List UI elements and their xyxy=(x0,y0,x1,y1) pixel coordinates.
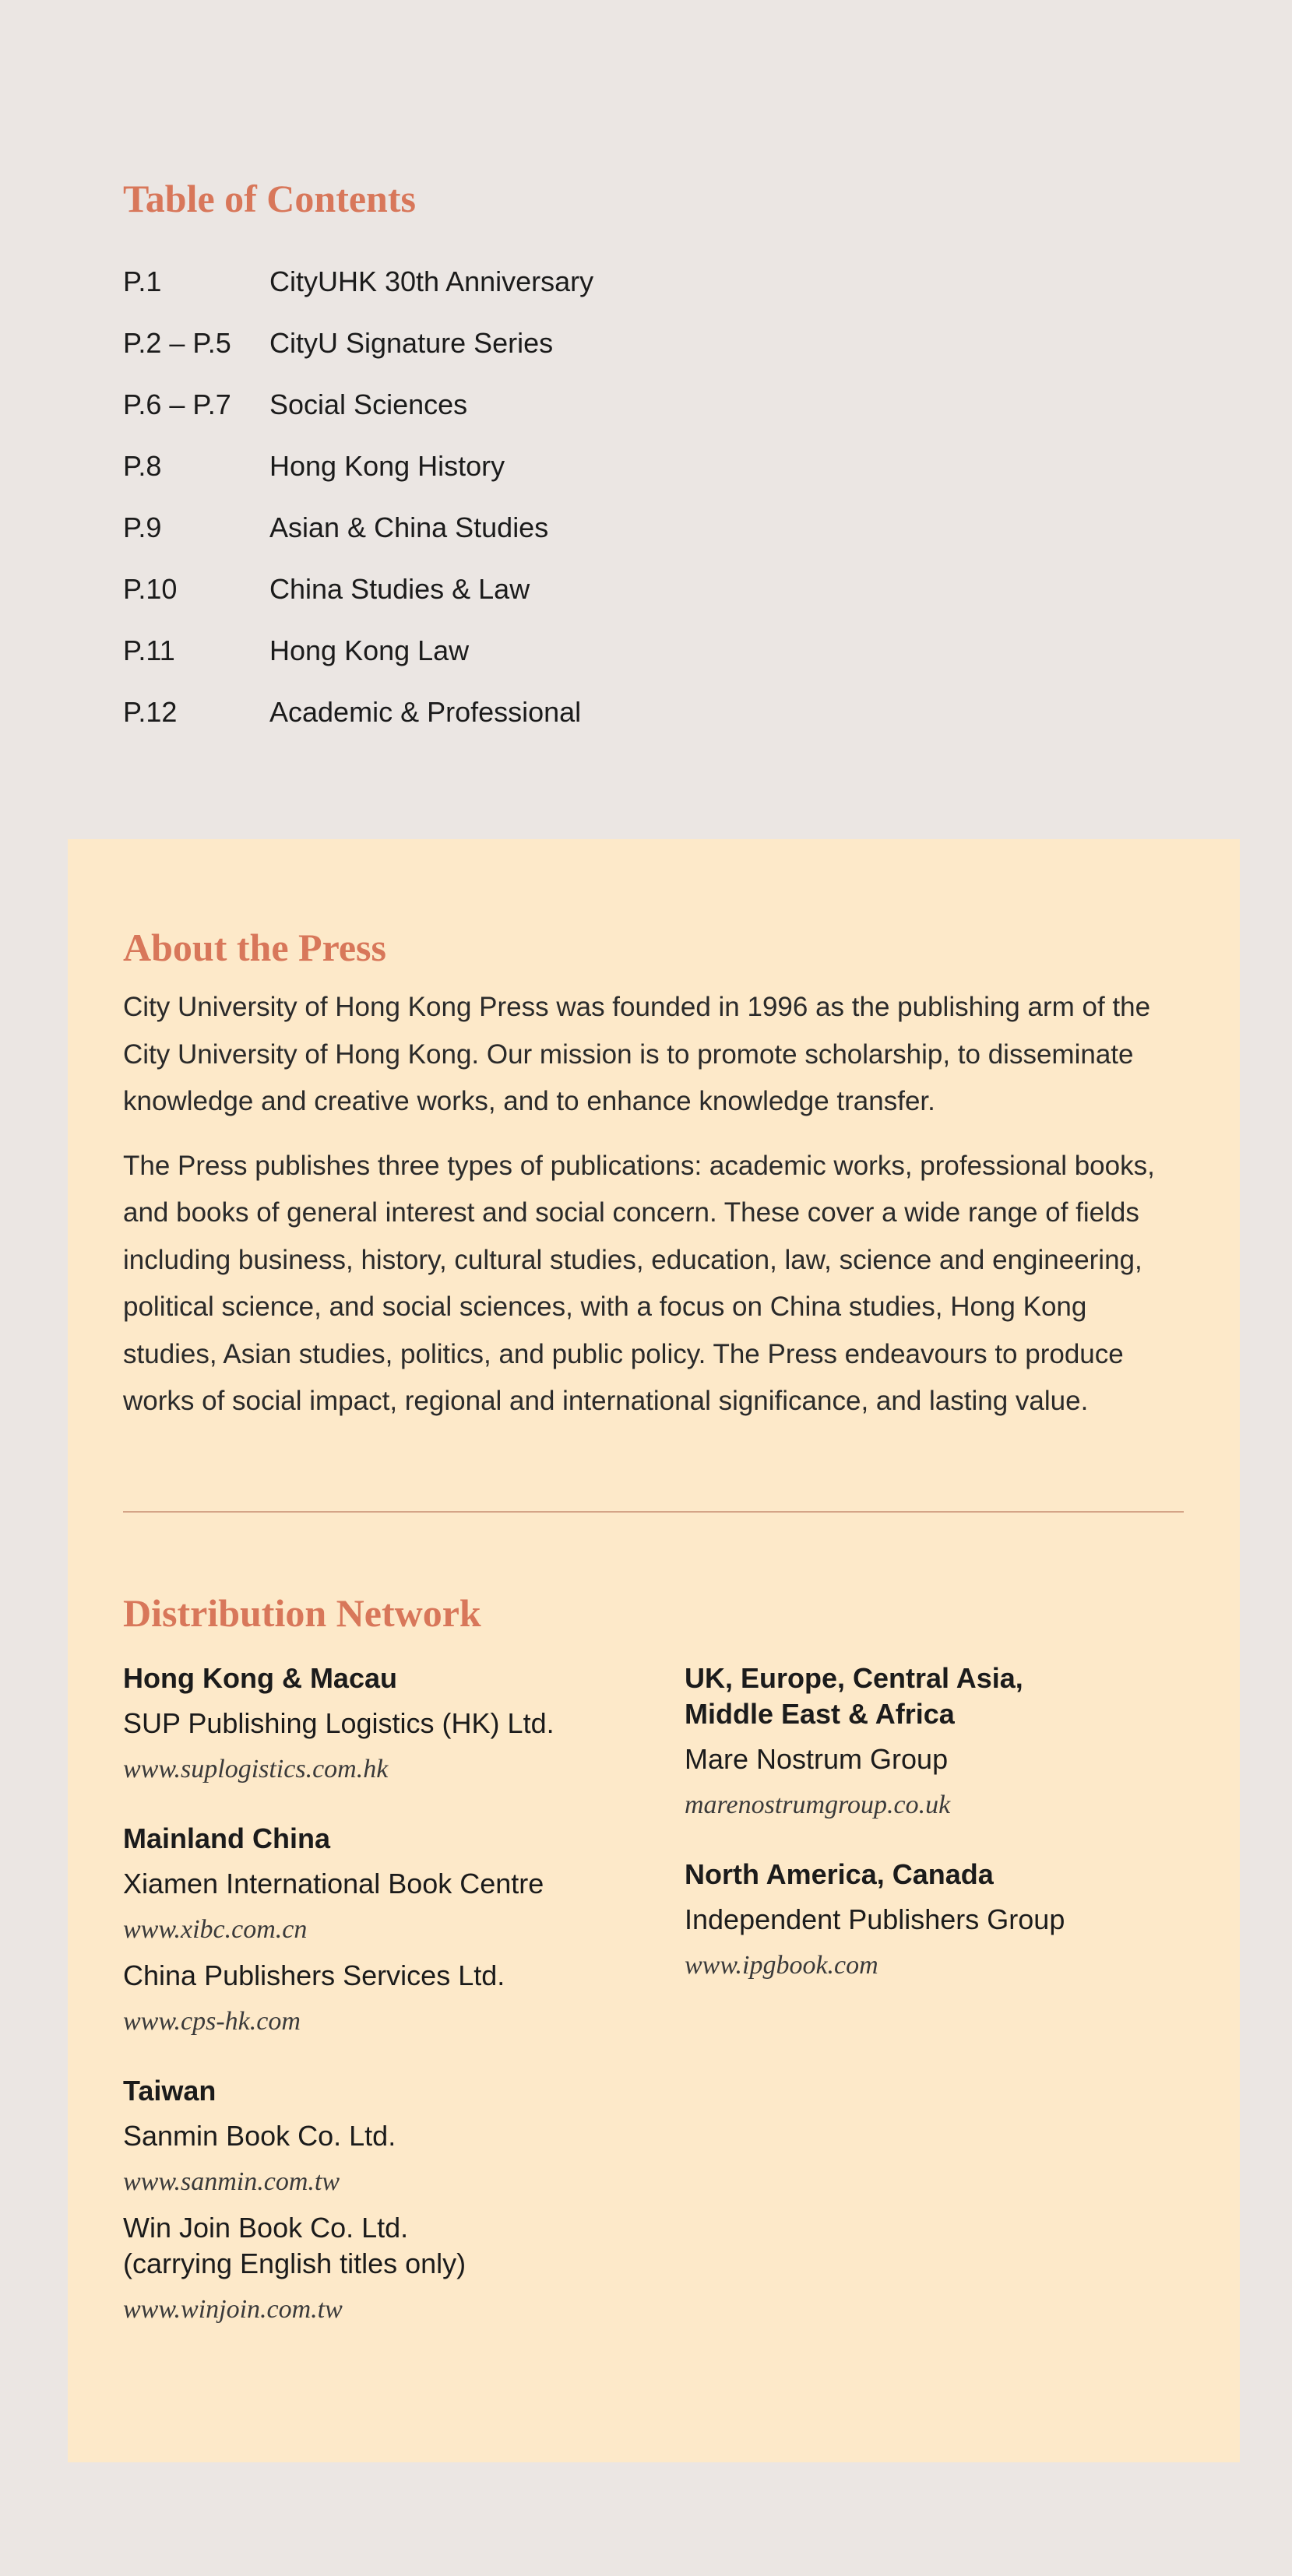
region-block xyxy=(685,1857,1222,1983)
table-of-contents xyxy=(123,176,1135,743)
info-panel xyxy=(68,839,1240,2462)
toc-item[interactable] xyxy=(123,620,1135,681)
toc-item[interactable] xyxy=(123,251,1135,312)
distributor-name: SUP Publishing Logistics (HK) Ltd. xyxy=(123,1707,554,1739)
toc-section-title: China Studies & Law xyxy=(269,573,530,605)
toc-page-number: P.6 – P.7 xyxy=(123,388,231,420)
distributor-name: Sanmin Book Co. Ltd. xyxy=(123,2120,396,2152)
distributor-link[interactable]: www.cps-hk.com xyxy=(123,2007,301,2036)
region-block xyxy=(123,2073,660,2327)
toc-item[interactable] xyxy=(123,558,1135,620)
toc-item[interactable] xyxy=(123,435,1135,497)
toc-section-title: Academic & Professional xyxy=(269,696,582,728)
distributor-link[interactable]: www.xibc.com.cn xyxy=(123,1915,308,1944)
toc-page-number: P.9 xyxy=(123,511,162,543)
toc-section-title: CityU Signature Series xyxy=(269,327,554,359)
toc-section-title: CityUHK 30th Anniversary xyxy=(269,265,594,297)
toc-section-title: Social Sciences xyxy=(269,388,468,420)
region-block xyxy=(123,1661,660,1787)
region-name: Hong Kong & Macau xyxy=(123,1662,397,1694)
region-name: UK, Europe, Central Asia, Middle East & Africa xyxy=(685,1662,1023,1730)
distribution-column-left xyxy=(123,1661,660,2361)
distributor-link[interactable]: www.winjoin.com.tw xyxy=(123,2295,343,2324)
distribution-heading: Distribution Network xyxy=(123,1591,481,1635)
distributor-name: Xiamen International Book Centre xyxy=(123,1868,544,1899)
toc-page-number: P.12 xyxy=(123,696,178,728)
toc-section-title: Asian & China Studies xyxy=(269,511,549,543)
region-block xyxy=(685,1661,1222,1822)
toc-item[interactable] xyxy=(123,497,1135,558)
distributor-link[interactable]: www.suplogistics.com.hk xyxy=(123,1755,389,1784)
distributor-name: Win Join Book Co. Ltd. (carrying English titles only) xyxy=(123,2212,466,2279)
distributor-name: Independent Publishers Group xyxy=(685,1903,1065,1935)
about-heading: About the Press xyxy=(123,926,386,969)
region-name: Mainland China xyxy=(123,1822,331,1854)
about-paragraph: The Press publishes three types of publications: academic works, professional books, and books of general interest and social concern. These cover a wide range of fields including business, history, cultural studies, education, law, science and engineering, political science, and social sciences, with a focus on China studies, Hong Kong studies, Asian studies, politics, and public policy. The Press endeavours to produce works of social impact, regional and international significance, and lasting value. xyxy=(123,1150,1155,1416)
toc-list xyxy=(123,251,1135,743)
distributor-name: Mare Nostrum Group xyxy=(685,1743,949,1775)
distribution-column-right xyxy=(685,1661,1222,2017)
about-section xyxy=(123,925,1184,1443)
toc-item[interactable] xyxy=(123,312,1135,374)
distributor-link[interactable]: marenostrumgroup.co.uk xyxy=(685,1791,951,1819)
section-divider xyxy=(123,1511,1184,1513)
distributor-link[interactable]: www.ipgbook.com xyxy=(685,1951,878,1980)
toc-page-number: P.2 – P.5 xyxy=(123,327,231,359)
toc-page-number: P.10 xyxy=(123,573,178,605)
toc-heading: Table of Contents xyxy=(123,177,416,220)
toc-page-number: P.1 xyxy=(123,265,162,297)
toc-section-title: Hong Kong History xyxy=(269,450,505,482)
region-name: Taiwan xyxy=(123,2075,217,2107)
toc-page-number: P.8 xyxy=(123,450,162,482)
toc-page-number: P.11 xyxy=(123,634,175,666)
region-block xyxy=(123,1821,660,2039)
region-name: North America, Canada xyxy=(685,1858,994,1890)
toc-item[interactable] xyxy=(123,374,1135,435)
distributor-name: China Publishers Services Ltd. xyxy=(123,1959,505,1991)
about-paragraph: City University of Hong Kong Press was founded in 1996 as the publishing arm of the City University of Hong Kong. Our mission is to promote scholarship, to disseminate knowledge and creative works, and to enhance knowledge transfer. xyxy=(123,992,1151,1116)
toc-item[interactable] xyxy=(123,681,1135,743)
distributor-link[interactable]: www.sanmin.com.tw xyxy=(123,2167,340,2196)
toc-section-title: Hong Kong Law xyxy=(269,634,470,666)
